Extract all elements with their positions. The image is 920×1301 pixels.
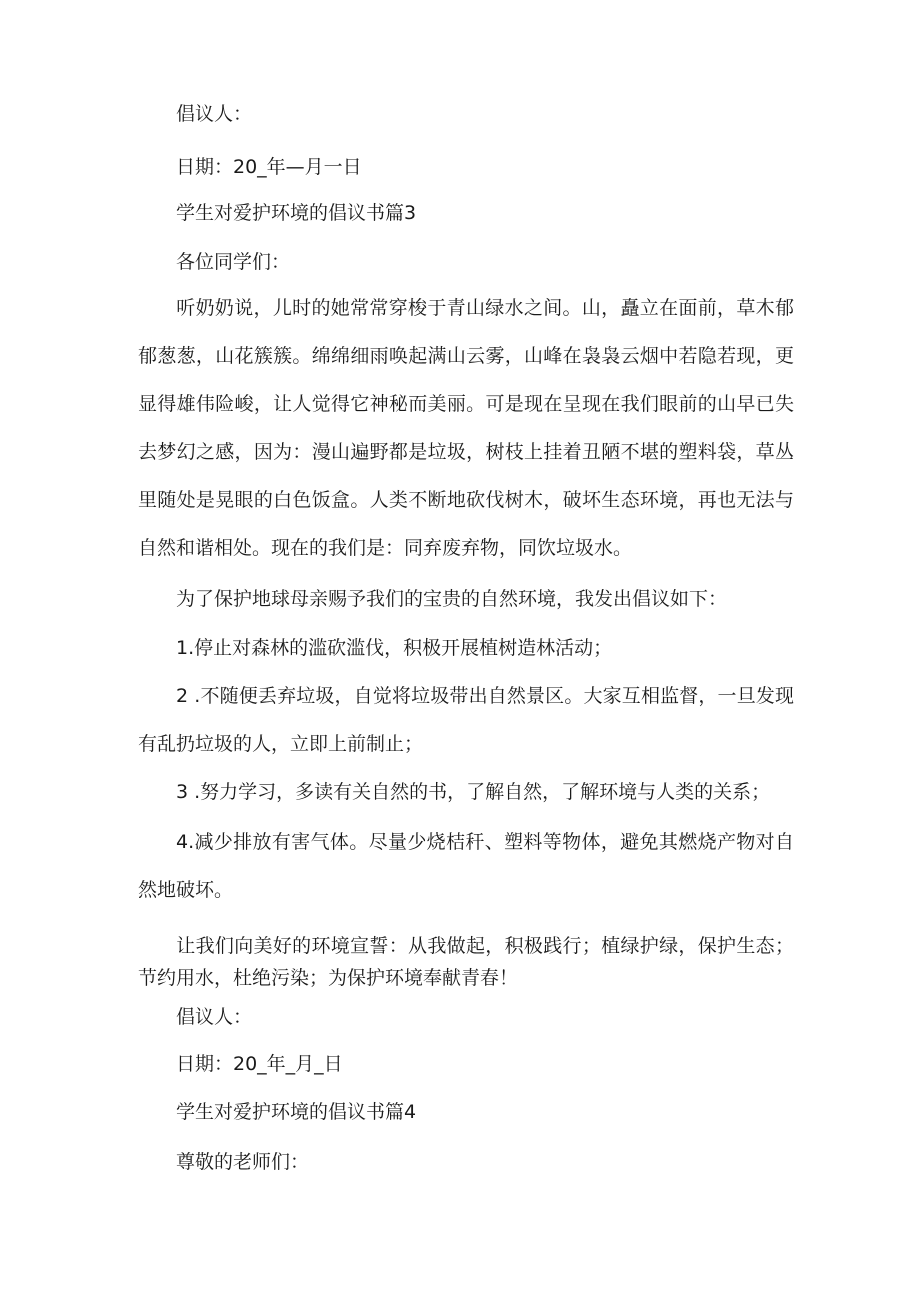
signatory-label: 倡议人： (176, 103, 253, 125)
paragraph-text: 4.减少排放有害气体。尽量少烧桔秆、塑料等物体，避免其燃烧产物对自然地破坏。 (138, 831, 794, 901)
pledge-paragraph (138, 930, 794, 994)
section-heading: 学生对爱护环境的倡议书篇4 (176, 1101, 417, 1123)
paragraph-text: 让我们向美好的环境宣誓：从我做起，积极践行；植绿护绿，保护生态；节约用水，杜绝污染；为保护环境奉献青春！ (138, 935, 794, 989)
proposal-item-3: 3 .努力学习，多读有关自然的书，了解自然，了解环境与人类的关系； (176, 781, 771, 803)
proposal-intro: 为了保护地球母亲赐予我们的宝贵的自然环境，我发出倡议如下： (176, 588, 728, 610)
proposal-item-2 (138, 672, 794, 768)
greeting: 尊敬的老师们： (176, 1151, 310, 1173)
story-paragraph (138, 284, 794, 572)
signatory-label: 倡议人： (176, 1006, 253, 1028)
paragraph-text: 2 .不随便丢弃垃圾，自觉将垃圾带出自然景区。大家互相监督，一旦发现有乱扔垃圾的人，立即上前制止； (138, 685, 794, 755)
proposal-item-1: 1.停止对森林的滥砍滥伐，积极开展植树造林活动； (176, 637, 613, 659)
section-heading: 学生对爱护环境的倡议书篇3 (176, 202, 417, 224)
paragraph-text: 听奶奶说，儿时的她常常穿梭于青山绿水之间。山，矗立在面前，草木郁郁葱葱，山花簇簇。绵绵细雨唤起满山云雾，山峰在袅袅云烟中若隐若现，更显得雄伟险峻，让人觉得它神秘而美丽。可是现在呈现在我们眼前的山早已失去梦幻之感，因为：漫山遍野都是垃圾，树枝上挂着丑陋不堪的塑料袋，草丛里随处是晃眼的白色饭盒。人类不断地砍伐树木，破坏生态环境，再也无法与自然和谐相处。现在的我们是：同弃废弃物，同饮垃圾水。 (138, 297, 794, 559)
date-line: 日期：20_年_月_日 (176, 1053, 343, 1075)
greeting: 各位同学们： (176, 251, 291, 273)
proposal-item-4 (138, 818, 794, 914)
date-line: 日期：20_年—月一日 (176, 156, 362, 178)
